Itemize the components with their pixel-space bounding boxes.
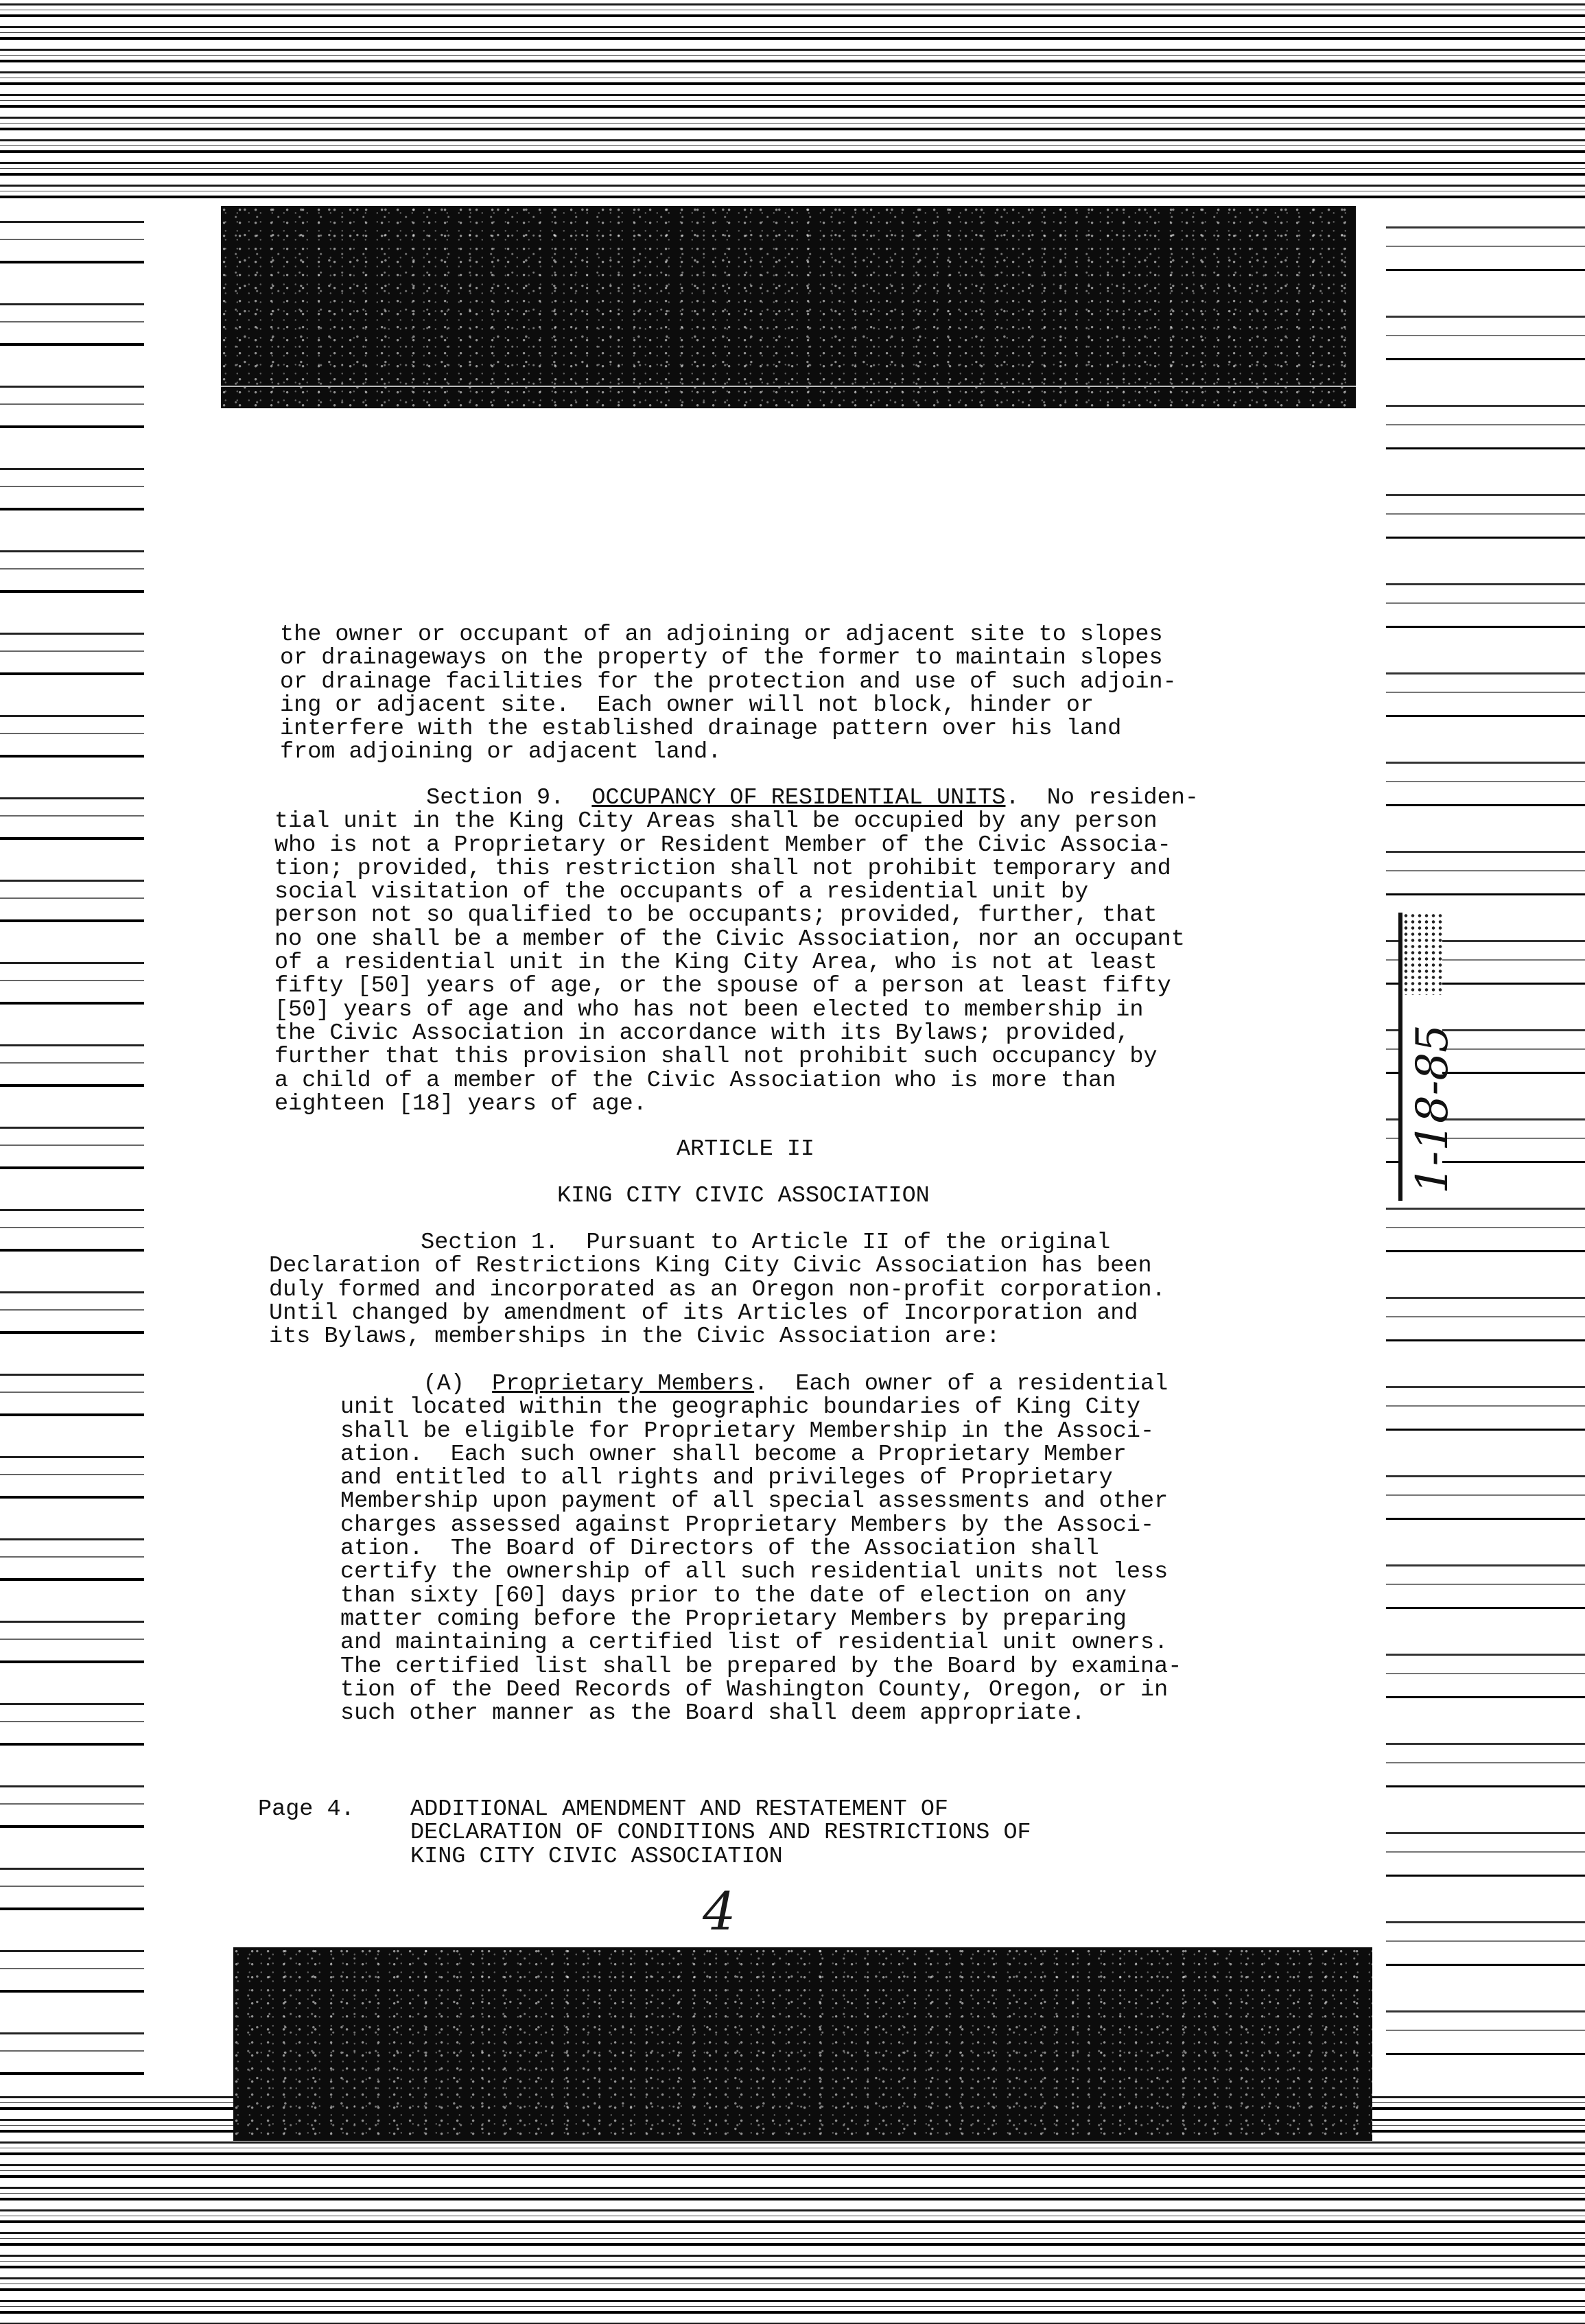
section-9-lead: Section 9. <box>274 785 592 811</box>
scan-artifact-left <box>0 206 144 2093</box>
proprietary-members-lead: (A) <box>340 1371 493 1397</box>
paragraph-drainage-continuation: the owner or occupant of an adjoining or adjacent site to slopes or drainageways on the property of the former to maintain slopes or drainage facilities for the protection and use of such adjoin- ing or adjacent site. Each owner will not block, hinder or interfere with the established drainage pattern over his land from adjoining or adjacent land. <box>280 622 1177 766</box>
section-9-paragraph <box>274 786 1199 1116</box>
section-9-heading: OCCUPANCY OF RESIDENTIAL UNITS <box>591 785 1006 811</box>
proprietary-members-body: . Each owner of a residential unit located within the geographic boundaries of King City shall be eligible for Proprietary Membership in the Associ- ation. Each such owner shall become a Proprietary Member and entitled to all rights and privileges of Proprietary Membership upon payment of all special assessments and other charges assessed against Proprietary Members by the Associ- ation. The Board of Directors of the Association shall certify the ownership of all such residential units not less than sixty [60] days prior to the date of election on any matter coming before the Proprietary Members by preparing and maintaining a certified list of residential unit owners. The certified list shall be prepared by the Board by examina- tion of the Deed Records of Washington County, Oregon, or in such other manner as the Board shall deem appropriate. <box>340 1371 1182 1727</box>
margin-date-stamp: 1-18-85 <box>1407 1024 1458 1194</box>
section-9-body: . No residen- tial unit in the King City Areas shall be occupied by any person who is not a Proprietary or Resident Member of the Civic Associa- tion; provided, this restriction shall not prohibit temporary and social visitation of the occupants of a residential unit by person not so qualified to be occupants; provided, further, that no one shall be a member of the Civic Association, nor an occupant of a residential unit in the King City Area, who is not at least fifty [50] years of age, or the spouse of a person at least fifty [50] years of age and who has not been elected to membership in the Civic Association in accordance with its Bylaws; provided, further that this provision shall not prohibit such occupancy by a child of a member of the Civic Association who is more than eighteen [18] years of age. <box>274 785 1199 1117</box>
proprietary-members-heading: Proprietary Members <box>492 1371 755 1397</box>
redacted-footer-block <box>233 1947 1372 2141</box>
article-ii-section-1-paragraph: Section 1. Pursuant to Article II of the original Declaration of Restrictions King City Civic Association has been duly formed and incorporated as an Oregon non-profit corporation. Until changed by amendment of its Articles of Incorporation and its Bylaws, memberships in the Civic Association are: <box>269 1230 1166 1350</box>
article-subtitle: KING CITY CIVIC ASSOCIATION <box>557 1183 930 1209</box>
footer-document-title: ADDITIONAL AMENDMENT AND RESTATEMENT OF DECLARATION OF CONDITIONS AND RESTRICTIONS OF KING CITY CIVIC ASSOCIATION <box>410 1796 1031 1870</box>
stamp-dot-pattern <box>1402 913 1442 995</box>
footer-page-label: Page 4. <box>258 1796 355 1822</box>
article-title: ARTICLE II <box>677 1136 815 1162</box>
scan-artifact-top <box>0 0 1585 206</box>
handwritten-page-number: 4 <box>703 1881 736 1942</box>
scan-scratch-line <box>221 386 1356 387</box>
redacted-header-block <box>221 206 1356 408</box>
proprietary-members-paragraph <box>340 1372 1182 1725</box>
